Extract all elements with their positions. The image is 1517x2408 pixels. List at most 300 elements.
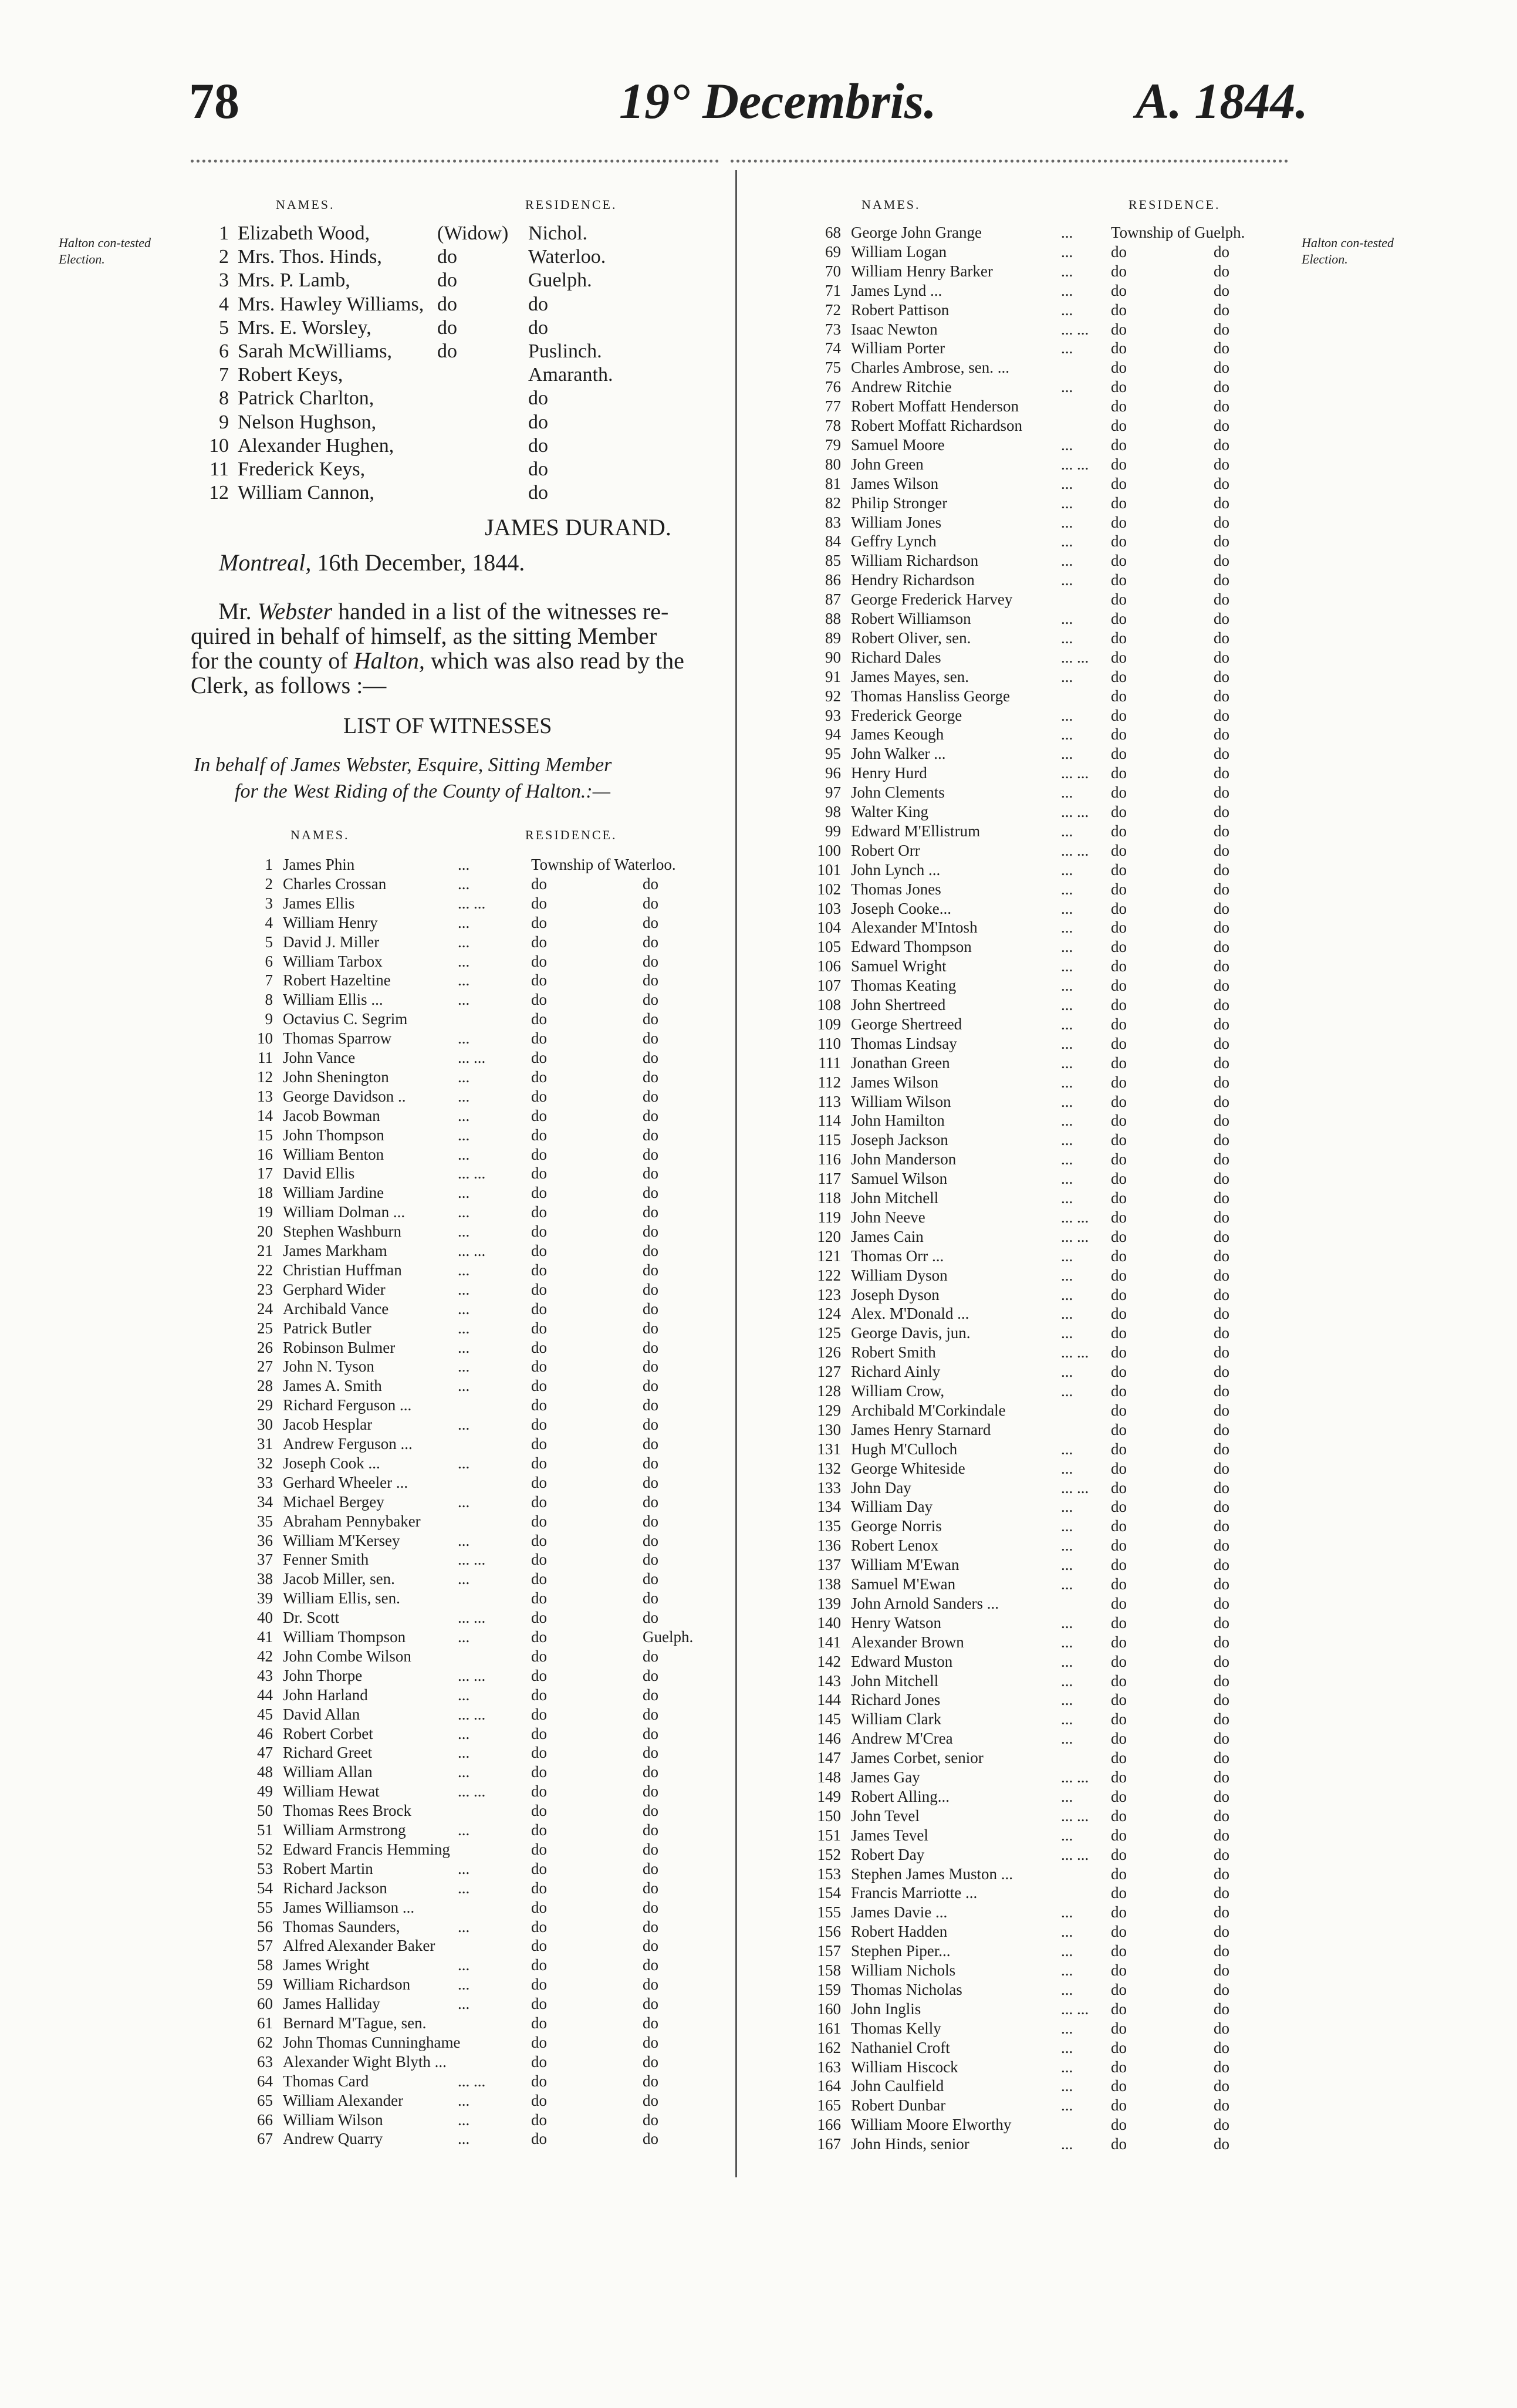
witness-residence: do xyxy=(1111,242,1127,261)
witness-name: Christian Huffman xyxy=(283,1261,402,1279)
witness-number: 47 xyxy=(257,1744,273,1762)
witness-number: 23 xyxy=(257,1280,273,1298)
witness-residence-2: do xyxy=(1214,1575,1229,1593)
witness-residence: do xyxy=(1111,571,1127,589)
leader-dots: ... xyxy=(458,1145,470,1163)
leader-dots: ... xyxy=(1061,1285,1073,1303)
witness-residence-2: do xyxy=(1214,629,1229,647)
witness-residence-2: do xyxy=(1214,1498,1229,1516)
witness-name: James Tevel xyxy=(851,1826,928,1844)
leader-dots: ... xyxy=(1061,339,1073,357)
witness-name: Francis Marriotte ... xyxy=(851,1884,978,1902)
leader-dots: ... xyxy=(458,1917,470,1936)
witness-row xyxy=(0,874,735,894)
leader-dots: ... xyxy=(1061,822,1073,840)
page-year: A. 1844. xyxy=(1136,73,1308,129)
witness-name: William Nichols xyxy=(851,1961,956,1979)
witness-residence: do xyxy=(531,1859,547,1877)
witness-residence-2: do xyxy=(1214,918,1229,937)
witness-residence-2: do xyxy=(643,952,658,970)
witness-residence: do xyxy=(531,1821,547,1839)
witness-residence: do xyxy=(531,1898,547,1916)
row-number: 6 xyxy=(219,340,229,362)
row-residence: do xyxy=(528,293,548,315)
witness-name: Richard Ainly xyxy=(851,1363,941,1381)
witness-residence-2: do xyxy=(1214,1768,1229,1786)
leader-dots: ... xyxy=(458,1416,470,1434)
witness-residence: do xyxy=(1111,880,1127,898)
witness-number: 153 xyxy=(817,1865,841,1883)
row-residence: Puslinch. xyxy=(528,340,602,362)
witness-residence: do xyxy=(531,1686,547,1704)
witness-residence: do xyxy=(1111,1556,1127,1574)
witness-residence: do xyxy=(1111,1227,1127,1245)
witness-name: Andrew M'Crea xyxy=(851,1730,953,1748)
witness-residence: do xyxy=(1111,1382,1127,1400)
witness-number: 94 xyxy=(825,725,841,744)
witness-row xyxy=(735,841,1517,860)
witness-residence-2: do xyxy=(1214,378,1229,396)
right-names-header: NAMES. xyxy=(861,197,921,212)
witness-residence-2: do xyxy=(643,1763,658,1781)
witness-name: Robert Moffatt Henderson xyxy=(851,397,1019,416)
witness-name: Philip Stronger xyxy=(851,494,948,512)
leader-dots: ... xyxy=(1061,1247,1073,1265)
witness-name: Stephen James Muston ... xyxy=(851,1865,1013,1883)
witness-number: 119 xyxy=(817,1208,841,1226)
witness-residence-2: do xyxy=(1214,996,1229,1014)
row-number: 9 xyxy=(219,411,229,433)
witness-residence: do xyxy=(1111,1459,1127,1477)
paragraph-text: handed in a list of the witnesses re- xyxy=(338,598,669,624)
leader-dots: ... xyxy=(458,1203,470,1221)
witness-name: Alexander M'Intosh xyxy=(851,918,978,937)
witness-number: 164 xyxy=(817,2077,841,2095)
witness-residence: do xyxy=(1111,1247,1127,1265)
date: 16th December, 1844. xyxy=(317,549,525,576)
row-qualifier: do xyxy=(437,316,457,339)
witness-residence-2: do xyxy=(643,971,658,989)
witness-residence: do xyxy=(531,1164,547,1183)
row-residence: do xyxy=(528,387,548,410)
row-qualifier: do xyxy=(437,293,457,315)
witness-number: 130 xyxy=(817,1420,841,1438)
witness-residence-2: do xyxy=(643,1338,658,1356)
witness-name: James Corbet, senior xyxy=(851,1749,984,1767)
witness-residence: do xyxy=(531,894,547,912)
witness-residence: do xyxy=(1111,513,1127,531)
witness-name: Robert Hadden xyxy=(851,1923,948,1941)
row-name: Mrs. P. Lamb, xyxy=(238,269,350,292)
witness-row xyxy=(735,2019,1517,2038)
witness-number: 59 xyxy=(257,1975,273,1994)
witness-name: Abraham Pennybaker xyxy=(283,1512,421,1530)
leader-dots: ... xyxy=(458,1357,470,1376)
witness-name: John Hamilton xyxy=(851,1112,945,1130)
witness-number: 147 xyxy=(817,1749,841,1767)
witness-residence: do xyxy=(1111,2135,1127,2153)
witness-row xyxy=(0,1512,735,1531)
witness-name: William Moore Elworthy xyxy=(851,2116,1012,2134)
witness-name: William Allan xyxy=(283,1763,373,1781)
witness-number: 65 xyxy=(257,2091,273,2109)
witness-residence: do xyxy=(1111,1980,1127,1998)
witness-residence-2: do xyxy=(1214,783,1229,802)
witness-residence: do xyxy=(1111,803,1127,820)
witness-residence-2: do xyxy=(1214,1730,1229,1748)
witness-residence-2: do xyxy=(1214,417,1229,434)
witness-name: Walter King xyxy=(851,803,929,820)
witness-row xyxy=(735,1323,1517,1343)
witness-row xyxy=(735,1208,1517,1227)
witness-residence-2: do xyxy=(1214,1652,1229,1670)
witness-residence-2: do xyxy=(1214,1517,1229,1535)
leader-dots: ... xyxy=(458,952,470,970)
witness-residence-2: do xyxy=(1214,1556,1229,1574)
witness-residence-2: do xyxy=(1214,397,1229,416)
witness-number: 76 xyxy=(825,378,841,396)
leader-dots: ... xyxy=(458,2091,470,2109)
witness-name: Patrick Butler xyxy=(283,1319,371,1337)
witness-residence: do xyxy=(531,1396,547,1414)
paragraph-line-2: quired in behalf of himself, as the sitting Member xyxy=(191,623,657,649)
witness-residence: do xyxy=(531,1724,547,1742)
witness-name: Robert Hazeltine xyxy=(283,971,391,989)
witness-name: Samuel Wilson xyxy=(851,1170,948,1188)
leader-dots: ... xyxy=(1061,783,1073,802)
witness-residence: do xyxy=(1111,1613,1127,1632)
leader-dots: ... xyxy=(458,1261,470,1279)
witness-row xyxy=(735,1671,1517,1691)
row-residence: Guelph. xyxy=(528,269,592,292)
leader-dots: ... xyxy=(1061,1189,1073,1207)
witness-residence-2: do xyxy=(643,913,658,931)
witness-number: 91 xyxy=(825,667,841,685)
witness-number: 82 xyxy=(825,494,841,512)
witness-residence-2: do xyxy=(1214,1826,1229,1844)
witness-name: John Mitchell xyxy=(851,1671,939,1690)
leader-dots: ... xyxy=(458,1338,470,1356)
witness-number: 31 xyxy=(257,1435,273,1453)
witness-row xyxy=(735,1169,1517,1188)
witness-row xyxy=(735,957,1517,976)
witness-name: Henry Watson xyxy=(851,1613,942,1632)
leader-dots: ... xyxy=(1061,899,1073,917)
witness-number: 150 xyxy=(817,1806,841,1825)
witness-row xyxy=(0,1531,735,1551)
witness-number: 148 xyxy=(817,1768,841,1786)
witness-row xyxy=(0,1743,735,1762)
witness-residence-2: do xyxy=(1214,532,1229,551)
witness-row xyxy=(0,2052,735,2072)
witness-row xyxy=(735,397,1517,416)
witness-row xyxy=(0,1357,735,1376)
witness-residence: do xyxy=(1111,1787,1127,1805)
witness-row xyxy=(0,2033,735,2052)
paragraph-line-1 xyxy=(218,597,668,625)
witness-row xyxy=(735,609,1517,629)
witness-residence-2: do xyxy=(1214,957,1229,975)
witness-number: 93 xyxy=(825,706,841,724)
witness-residence: Township of Waterloo. xyxy=(531,856,676,873)
witness-number: 74 xyxy=(825,339,841,357)
witness-name: Richard Greet xyxy=(283,1744,373,1762)
leader-dots: ... xyxy=(458,1454,470,1472)
witness-residence-2: do xyxy=(1214,1613,1229,1632)
witness-residence-2: do xyxy=(643,2033,658,2051)
witness-name: Edward M'Ellistrum xyxy=(851,822,981,840)
witness-row xyxy=(735,1748,1517,1768)
leader-dots: ... xyxy=(458,1299,470,1318)
witness-number: 29 xyxy=(257,1396,273,1414)
witness-row xyxy=(735,1922,1517,1941)
witness-residence: do xyxy=(531,1222,547,1241)
witness-residence-2: do xyxy=(643,1222,658,1241)
witness-number: 13 xyxy=(257,1087,273,1105)
witness-residence: do xyxy=(531,2014,547,2032)
witness-number: 139 xyxy=(817,1594,841,1612)
witness-row xyxy=(0,952,735,971)
witness-name: John Tevel xyxy=(851,1806,920,1825)
witness-number: 57 xyxy=(257,1937,273,1955)
witness-residence-2: do xyxy=(1214,1594,1229,1612)
witness-name: Fenner Smith xyxy=(283,1551,369,1569)
witness-number: 26 xyxy=(257,1338,273,1356)
leader-dots: ... xyxy=(458,1859,470,1877)
row-number: 11 xyxy=(210,458,229,480)
witness-name: Bernard M'Tague, sen. xyxy=(283,2014,427,2032)
leader-dots: ... xyxy=(458,1763,470,1781)
witness-name: Robert Smith xyxy=(851,1343,936,1362)
witness-residence-2: do xyxy=(1214,1015,1229,1033)
witness-name: John Hinds, senior xyxy=(851,2135,969,2153)
leader-dots: ... xyxy=(1061,1382,1073,1400)
witness-row xyxy=(735,1227,1517,1247)
witness-number: 70 xyxy=(825,262,841,280)
witness-number: 104 xyxy=(817,918,841,937)
witness-residence-2: do xyxy=(1214,1478,1229,1497)
witness-residence: do xyxy=(1111,725,1127,744)
witness-residence: do xyxy=(531,1029,547,1048)
witness-residence: do xyxy=(1111,822,1127,840)
witness-row xyxy=(735,1536,1517,1555)
witness-residence: do xyxy=(531,1705,547,1723)
witness-residence: do xyxy=(1111,359,1127,377)
witness-residence-2: do xyxy=(1214,610,1229,627)
witness-row xyxy=(735,1768,1517,1787)
witness-name: John Lynch ... xyxy=(851,860,941,879)
witness-residence-2: do xyxy=(643,1145,658,1163)
leader-dots: ... xyxy=(1061,1363,1073,1381)
witness-residence-2: do xyxy=(643,1435,658,1453)
witness-residence-2: do xyxy=(1214,1749,1229,1767)
leader-dots: ... ... xyxy=(458,1705,486,1723)
witness-row xyxy=(0,1280,735,1299)
witness-residence-2: do xyxy=(643,1068,658,1086)
leader-dots: ... xyxy=(1061,667,1073,685)
witness-row xyxy=(0,1396,735,1415)
witness-row xyxy=(735,706,1517,725)
witness-name: George John Grange xyxy=(851,224,982,241)
witness-residence: do xyxy=(531,913,547,931)
paragraph-line-3 xyxy=(191,647,684,674)
witness-name: Geffry Lynch xyxy=(851,532,937,551)
witness-residence: do xyxy=(1111,262,1127,280)
witness-number: 32 xyxy=(257,1454,273,1472)
witness-row xyxy=(735,339,1517,358)
leader-dots: ... ... xyxy=(1061,1845,1089,1863)
witness-number: 116 xyxy=(817,1150,841,1168)
witness-number: 36 xyxy=(257,1531,273,1549)
witness-residence-2: do xyxy=(1214,1324,1229,1342)
witness-number: 45 xyxy=(257,1705,273,1723)
witness-name: George Frederick Harvey xyxy=(851,590,1013,609)
leader-dots: ... xyxy=(1061,706,1073,724)
leader-dots: ... ... xyxy=(1061,841,1089,859)
witness-residence: do xyxy=(1111,1826,1127,1844)
witness-residence: do xyxy=(531,1299,547,1318)
witness-residence-2: do xyxy=(1214,1845,1229,1863)
witness-residence-2: do xyxy=(1214,552,1229,570)
witness-number: 95 xyxy=(825,745,841,763)
witness-number: 18 xyxy=(257,1184,273,1202)
witness-residence-2: do xyxy=(1214,2019,1229,2037)
witness-residence-2: do xyxy=(643,1917,658,1936)
witness-residence: do xyxy=(531,1203,547,1221)
witness-residence-2: do xyxy=(1214,648,1229,666)
leader-dots: ... xyxy=(1061,242,1073,261)
witness-row xyxy=(735,1247,1517,1266)
witness-residence: do xyxy=(1111,977,1127,995)
witness-residence-2: do xyxy=(643,1821,658,1839)
witness-number: 73 xyxy=(825,320,841,338)
leader-dots: ... xyxy=(1061,610,1073,627)
witness-number: 63 xyxy=(257,2052,273,2071)
witness-number: 143 xyxy=(817,1671,841,1690)
witness-number: 157 xyxy=(817,1942,841,1960)
witness-residence-2: do xyxy=(643,1049,658,1066)
leader-dots: ... xyxy=(1061,1170,1073,1188)
witness-residence: do xyxy=(531,2091,547,2109)
witness-number: 118 xyxy=(817,1189,841,1207)
witness-residence-2: do xyxy=(643,1203,658,1221)
witness-number: 56 xyxy=(257,1917,273,1936)
witness-row xyxy=(735,1382,1517,1401)
witness-number: 69 xyxy=(825,242,841,261)
witness-row xyxy=(735,1826,1517,1845)
witness-number: 89 xyxy=(825,629,841,647)
witness-number: 19 xyxy=(257,1203,273,1221)
witness-row xyxy=(0,2072,735,2091)
witness-residence-2: do xyxy=(1214,1170,1229,1188)
leader-dots: ... xyxy=(1061,262,1073,280)
witness-residence: do xyxy=(1111,938,1127,956)
witness-name: John Arnold Sanders ... xyxy=(851,1594,999,1612)
witness-row xyxy=(735,687,1517,706)
witness-number: 166 xyxy=(817,2116,841,2134)
witness-residence: do xyxy=(1111,1112,1127,1130)
witness-number: 167 xyxy=(817,2135,841,2153)
witness-name: Dr. Scott xyxy=(283,1609,340,1627)
witness-name: Thomas Jones xyxy=(851,880,941,898)
witness-residence-2: do xyxy=(1214,1034,1229,1052)
row-residence: do xyxy=(528,411,548,433)
witness-number: 50 xyxy=(257,1802,273,1820)
witness-number: 30 xyxy=(257,1416,273,1434)
leader-dots: ... xyxy=(458,1724,470,1742)
witness-residence: do xyxy=(1111,957,1127,975)
witness-residence-2: do xyxy=(1214,706,1229,724)
witness-residence: do xyxy=(1111,706,1127,724)
witness-number: 44 xyxy=(257,1686,273,1704)
witness-number: 108 xyxy=(817,996,841,1014)
row-name: Nelson Hughson, xyxy=(238,411,377,433)
witness-residence: do xyxy=(1111,1053,1127,1072)
witness-residence: do xyxy=(531,1531,547,1549)
witness-number: 124 xyxy=(817,1305,841,1323)
witness-number: 49 xyxy=(257,1782,273,1801)
leader-dots: ... xyxy=(458,1029,470,1048)
witness-residence-2: do xyxy=(643,1319,658,1337)
witness-residence: do xyxy=(531,1010,547,1028)
witness-residence: do xyxy=(531,2110,547,2129)
right-column xyxy=(735,0,1517,2408)
place-date xyxy=(219,549,525,576)
witness-name: John Shertreed xyxy=(851,996,946,1014)
witness-row xyxy=(0,971,735,990)
leader-dots: ... xyxy=(458,1821,470,1839)
witness-residence-2: do xyxy=(643,933,658,951)
head-list-row xyxy=(0,316,735,340)
witness-number: 133 xyxy=(817,1478,841,1497)
witness-name: William Hewat xyxy=(283,1782,380,1801)
leader-dots: ... xyxy=(458,913,470,931)
witness-row xyxy=(735,320,1517,339)
leader-dots: ... xyxy=(458,1531,470,1549)
witness-number: 84 xyxy=(825,532,841,551)
leader-dots: ... ... xyxy=(1061,1768,1089,1786)
row-number: 10 xyxy=(209,434,229,457)
witness-number: 149 xyxy=(817,1787,841,1805)
row-qualifier: do xyxy=(437,246,457,268)
head-list-row xyxy=(0,245,735,269)
witness-number: 80 xyxy=(825,455,841,473)
witness-residence: do xyxy=(531,1319,547,1337)
witness-row xyxy=(735,1517,1517,1536)
leader-dots: ... ... xyxy=(1061,2000,1089,2018)
witness-residence-2: do xyxy=(1214,1401,1229,1419)
witness-row xyxy=(0,1415,735,1434)
witness-row xyxy=(735,1961,1517,1980)
witness-row xyxy=(735,590,1517,609)
leader-dots: ... ... xyxy=(1061,1208,1089,1226)
witness-residence: do xyxy=(531,1106,547,1124)
witness-name: William Hiscock xyxy=(851,2058,958,2076)
witness-residence-2: do xyxy=(1214,1884,1229,1902)
witness-residence: do xyxy=(1111,1865,1127,1883)
witness-row xyxy=(0,1705,735,1724)
witness-name: Joseph Dyson xyxy=(851,1285,940,1303)
witness-residence-2: do xyxy=(1214,1691,1229,1709)
row-number: 4 xyxy=(219,293,229,315)
witness-number: 144 xyxy=(817,1691,841,1709)
witness-row xyxy=(0,1203,735,1222)
witness-residence-2: do xyxy=(1214,300,1229,319)
witness-row xyxy=(0,1473,735,1492)
witness-residence-2: do xyxy=(1214,1227,1229,1245)
row-residence: do xyxy=(528,434,548,457)
witness-name: John Mitchell xyxy=(851,1189,939,1207)
